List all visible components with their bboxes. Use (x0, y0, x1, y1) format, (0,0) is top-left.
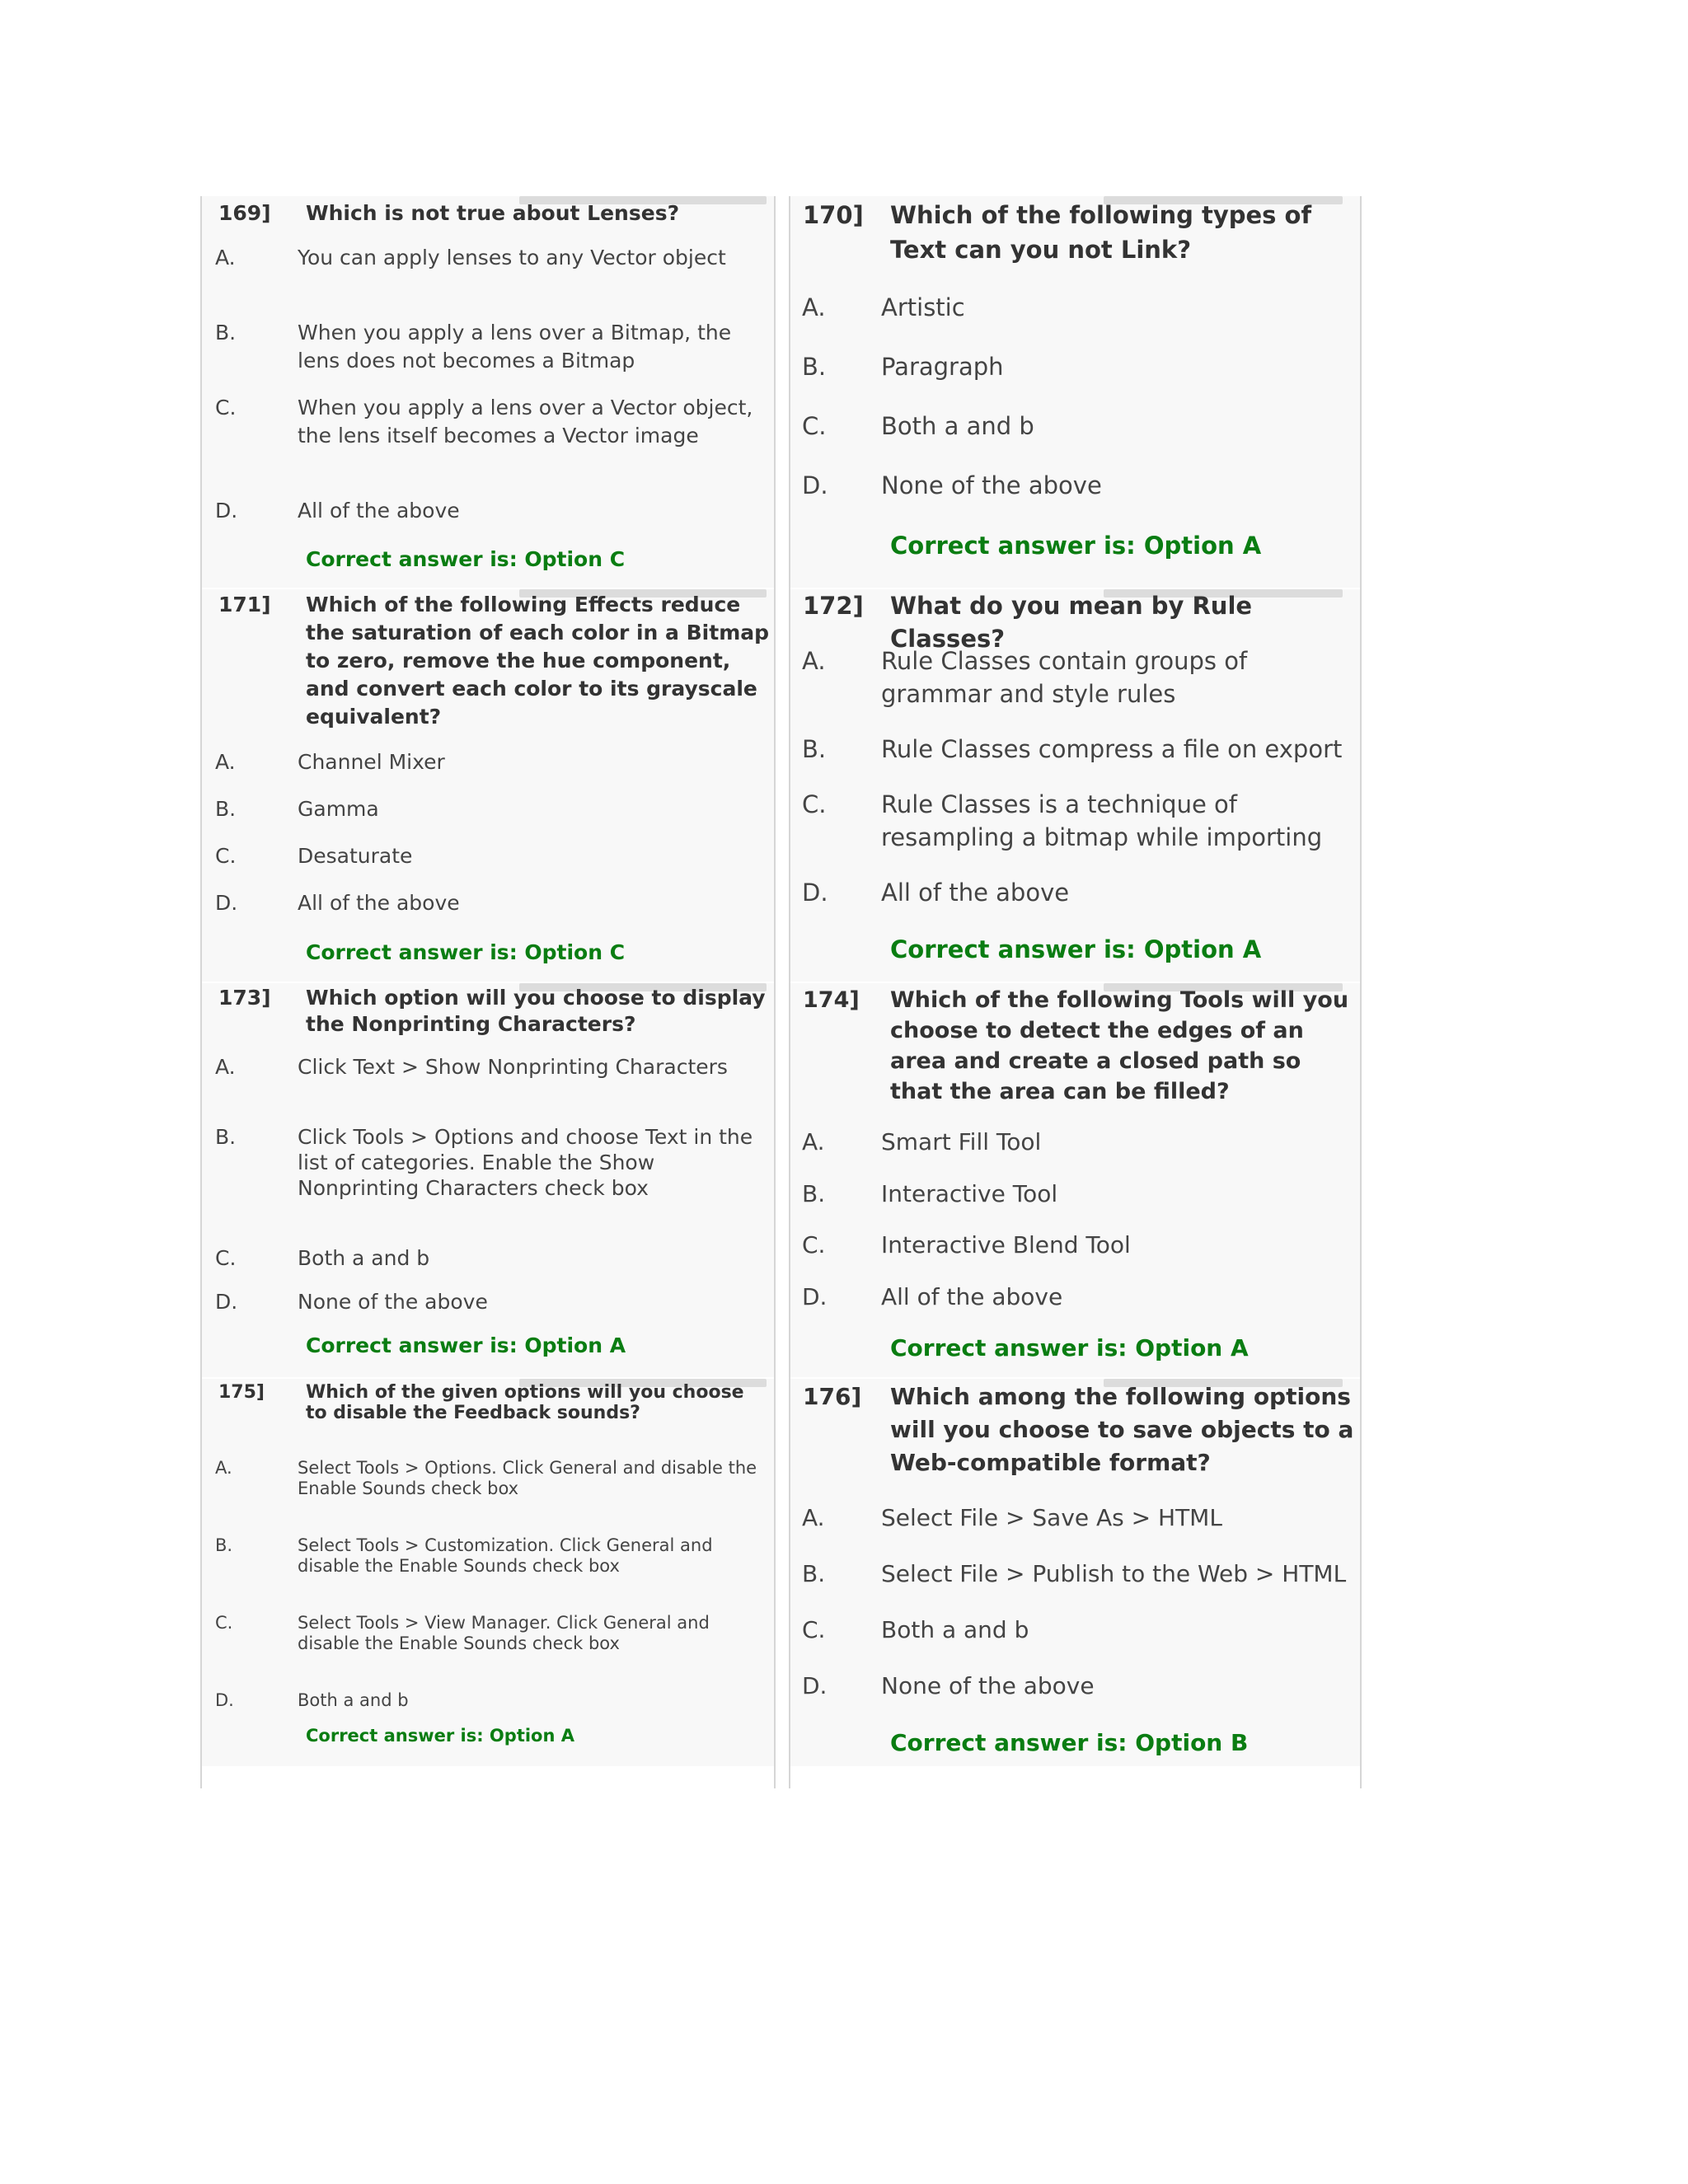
option-text: All of the above (881, 879, 1070, 907)
question-card-170 (790, 196, 1360, 589)
option-c (802, 1615, 1354, 1646)
option-letter: B. (802, 1180, 826, 1207)
option-text: Smart Fill Tool (881, 1128, 1042, 1155)
option-text: All of the above (298, 891, 460, 915)
option-text: Rule Classes compress a file on export (881, 735, 1343, 763)
option-letter: D. (802, 879, 828, 907)
option-letter: D. (215, 1290, 238, 1314)
option-text: When you apply a lens over a Vector object, the lens itself becomes a Vector image (298, 396, 753, 448)
option-letter: A. (802, 1128, 825, 1155)
option-letter: B. (802, 1560, 826, 1587)
option-text: Both a and b (881, 412, 1034, 440)
option-text: When you apply a lens over a Bitmap, the lens does not becomes a Bitmap (298, 321, 732, 373)
option-letter: C. (215, 844, 237, 868)
option-b (802, 733, 1354, 766)
option-b (802, 350, 1354, 383)
option-a (215, 244, 767, 272)
option-d (215, 497, 767, 525)
option-text: You can apply lenses to any Vector object (298, 246, 726, 269)
option-c (215, 842, 767, 870)
option-letter: A. (215, 750, 236, 774)
option-letter: B. (215, 797, 237, 821)
option-text: Interactive Blend Tool (881, 1231, 1131, 1258)
option-letter: A. (215, 246, 236, 269)
question-number: 173] (218, 986, 271, 1010)
option-b (215, 795, 767, 823)
option-letter: B. (802, 353, 827, 381)
question-text: Which among the following options will you choose to save objects to a Web-compatible format? (890, 1383, 1354, 1476)
option-a (215, 1054, 767, 1080)
option-b (215, 1535, 767, 1577)
option-d (802, 1671, 1354, 1702)
option-letter: D. (215, 1690, 234, 1710)
question-card-176 (790, 1379, 1360, 1766)
question-text: Which of the following types of Text can you not Link? (890, 201, 1312, 264)
option-letter: C. (215, 1613, 233, 1633)
option-d (215, 1690, 767, 1711)
option-text: None of the above (298, 1290, 488, 1314)
option-d (215, 889, 767, 917)
option-text: Click Tools > Options and choose Text in the list of categories. Enable the Show Nonprinting Characters check box (298, 1125, 753, 1200)
correct-answer: Correct answer is: Option A (890, 1334, 1249, 1361)
option-letter: D. (802, 1283, 828, 1310)
option-d (215, 1289, 767, 1315)
option-letter: C. (215, 1246, 237, 1270)
option-letter: A. (215, 1458, 232, 1478)
option-text: Paragraph (881, 353, 1004, 381)
option-c (802, 1230, 1354, 1261)
option-a (215, 748, 767, 776)
option-letter: B. (215, 1535, 233, 1555)
option-a (802, 1127, 1354, 1158)
option-text: All of the above (298, 499, 460, 523)
option-a (802, 1502, 1354, 1534)
option-text: All of the above (881, 1283, 1063, 1310)
option-text: Both a and b (298, 1246, 430, 1270)
right-frame-line (1360, 196, 1362, 1788)
question-number: 172] (803, 592, 864, 620)
option-letter: D. (215, 499, 238, 523)
option-letter: A. (802, 647, 826, 675)
option-text: Select Tools > Customization. Click General and disable the Enable Sounds check box (298, 1535, 713, 1576)
option-letter: C. (802, 1231, 826, 1258)
option-a (215, 1458, 767, 1499)
correct-answer: Correct answer is: Option B (890, 1729, 1249, 1756)
option-text: Rule Classes contain groups of grammar and style rules (881, 647, 1248, 708)
question-card-174 (790, 983, 1360, 1379)
question-card-173 (202, 983, 774, 1379)
option-c (215, 394, 767, 450)
question-text: What do you mean by Rule Classes? (890, 592, 1253, 653)
option-d (802, 876, 1354, 909)
option-letter: C. (802, 412, 827, 440)
option-letter: B. (215, 321, 237, 344)
option-c (802, 410, 1354, 443)
option-d (802, 1282, 1354, 1313)
question-text: Which is not true about Lenses? (306, 201, 680, 225)
option-text: Select File > Save As > HTML (881, 1504, 1222, 1531)
option-c (215, 1613, 767, 1654)
question-card-171 (202, 589, 774, 983)
option-b (215, 319, 767, 375)
question-number: 171] (218, 593, 271, 616)
question-header (218, 199, 771, 227)
option-text: Interactive Tool (881, 1180, 1058, 1207)
option-d (802, 469, 1354, 502)
option-b (802, 1558, 1354, 1590)
question-number: 170] (803, 201, 864, 229)
question-card-169 (202, 196, 774, 589)
option-text: Select Tools > View Manager. Click General and disable the Enable Sounds check box (298, 1613, 710, 1653)
option-text: Artistic (881, 293, 965, 321)
option-text: Gamma (298, 797, 379, 821)
question-header (218, 985, 771, 1038)
option-text: None of the above (881, 1672, 1095, 1699)
question-header (218, 591, 771, 731)
option-letter: B. (215, 1125, 237, 1149)
option-letter: A. (215, 1055, 236, 1079)
question-header (803, 985, 1355, 1107)
option-letter: A. (802, 1504, 825, 1531)
correct-answer: Correct answer is: Option C (306, 940, 626, 964)
question-header (803, 1380, 1355, 1479)
option-letter: B. (802, 735, 827, 763)
option-letter: C. (802, 1616, 826, 1643)
option-letter: C. (215, 396, 237, 419)
option-letter: D. (802, 1672, 828, 1699)
option-b (215, 1124, 767, 1201)
question-header (803, 198, 1355, 267)
option-c (802, 788, 1354, 854)
option-letter: A. (802, 293, 826, 321)
option-text: None of the above (881, 471, 1102, 499)
correct-answer: Correct answer is: Option C (306, 547, 626, 571)
question-header (218, 1382, 771, 1423)
correct-answer: Correct answer is: Option A (306, 1333, 626, 1357)
center-frame-line-left (774, 196, 776, 1788)
option-a (802, 291, 1354, 324)
correct-answer: Correct answer is: Option A (306, 1726, 574, 1746)
question-number: 174] (803, 987, 860, 1013)
option-b (802, 1179, 1354, 1210)
option-letter: D. (215, 891, 238, 915)
question-text: Which of the given options will you choose to disable the Feedback sounds? (306, 1382, 744, 1423)
correct-answer: Correct answer is: Option A (890, 935, 1262, 963)
option-text: Channel Mixer (298, 750, 445, 774)
option-text: Both a and b (881, 1616, 1029, 1643)
correct-answer: Correct answer is: Option A (890, 532, 1262, 560)
option-text: Desaturate (298, 844, 413, 868)
question-text: Which option will you choose to display the Nonprinting Characters? (306, 986, 766, 1036)
option-text: Select Tools > Options. Click General and disable the Enable Sounds check box (298, 1458, 757, 1498)
option-a (802, 644, 1354, 710)
option-text: Rule Classes is a technique of resampling a bitmap while importing (881, 790, 1323, 851)
question-number: 176] (803, 1383, 862, 1410)
option-letter: D. (802, 471, 828, 499)
question-number: 175] (218, 1382, 265, 1403)
option-text: Select File > Publish to the Web > HTML (881, 1560, 1347, 1587)
option-letter: C. (802, 790, 827, 818)
question-card-172 (790, 589, 1360, 983)
option-c (215, 1245, 767, 1272)
question-text: Which of the following Tools will you choose to detect the edges of an area and create a closed path so that the area can be filled? (890, 987, 1349, 1104)
option-text: Both a and b (298, 1690, 409, 1710)
question-text: Which of the following Effects reduce the saturation of each color in a Bitmap to zero, remove the hue component, and convert each color to its grayscale equivalent? (306, 593, 770, 729)
option-text: Click Text > Show Nonprinting Characters (298, 1055, 728, 1079)
question-number: 169] (218, 201, 271, 225)
question-card-175 (202, 1379, 774, 1766)
